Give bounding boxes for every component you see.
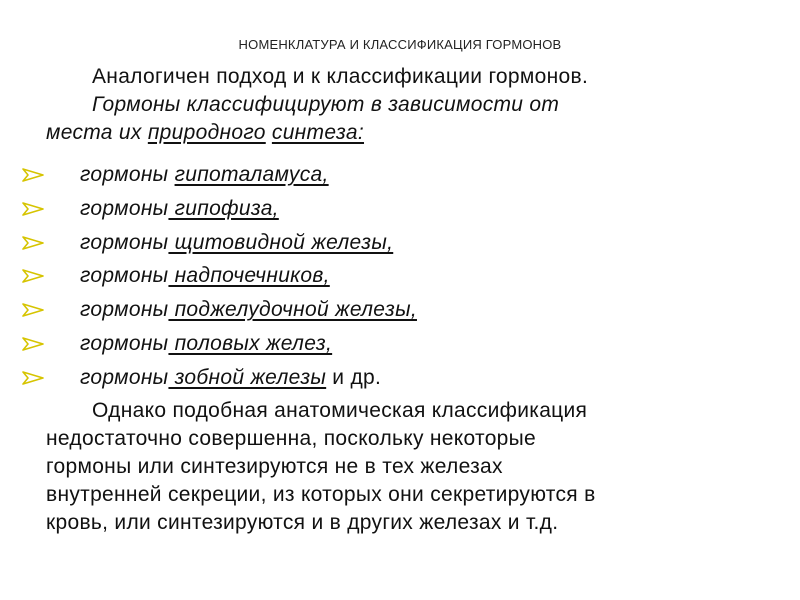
arrow-bullet-icon [22, 192, 46, 226]
intro-line-3-prefix: места их [46, 121, 148, 144]
arrow-bullet-icon [22, 293, 46, 327]
intro-underlined-synthesis: синтеза: [271, 121, 365, 144]
list-item-suffix: и др. [326, 365, 382, 389]
list-item-underlined: щитовидной железы, [168, 230, 394, 254]
intro-paragraph [46, 63, 766, 147]
list-item [0, 226, 800, 260]
list-item-prefix: гормоны [80, 196, 169, 220]
list-item-underlined: поджелудочной железы, [168, 298, 417, 322]
closing-line-1: Однако подобная анатомическая классификация [92, 399, 588, 422]
list-item-underlined: половых желез, [168, 331, 333, 355]
list-item-underlined: надпочечников, [168, 264, 330, 288]
closing-line-2: недостаточно совершенна, поскольку некоторые [46, 427, 537, 450]
list-item [0, 361, 800, 395]
closing-line-5: кровь, или синтезируются и в других железах и т.д. [46, 511, 559, 534]
closing-line-4: внутренней секреции, из которых они секретируются в [46, 483, 596, 506]
list-item-underlined: зобной железы [168, 365, 327, 389]
intro-underlined-natural: природного [147, 121, 266, 144]
list-item-underlined: гипоталамуса, [174, 163, 329, 186]
intro-line-1: Аналогичен подход и к классификации гормонов. [92, 65, 589, 88]
list-item-prefix: гормоны [80, 298, 169, 322]
list-item-underlined: гипофиза, [168, 196, 279, 220]
list-item-prefix: гормоны [80, 163, 175, 186]
arrow-bullet-icon [22, 259, 46, 293]
gland-list [0, 158, 800, 395]
closing-paragraph [46, 397, 766, 537]
arrow-bullet-icon [22, 361, 46, 395]
list-item-prefix: гормоны [80, 331, 169, 355]
list-item [0, 259, 800, 293]
list-item-prefix: гормоны [80, 365, 169, 389]
arrow-bullet-icon [22, 158, 46, 192]
list-item [0, 327, 800, 361]
intro-line-2: Гормоны классифицируют в зависимости от [92, 93, 560, 116]
list-item-prefix: гормоны [80, 230, 169, 254]
arrow-bullet-icon [22, 327, 46, 361]
arrow-bullet-icon [22, 226, 46, 260]
list-item [0, 158, 800, 192]
slide-title: НОМЕНКЛАТУРА И КЛАССИФИКАЦИЯ ГОРМОНОВ [238, 37, 562, 52]
list-item [0, 293, 800, 327]
list-item [0, 192, 800, 226]
list-item-prefix: гормоны [80, 264, 169, 288]
intro-line-3 [46, 119, 766, 147]
closing-line-3: гормоны или синтезируются не в тех железах [46, 455, 503, 478]
